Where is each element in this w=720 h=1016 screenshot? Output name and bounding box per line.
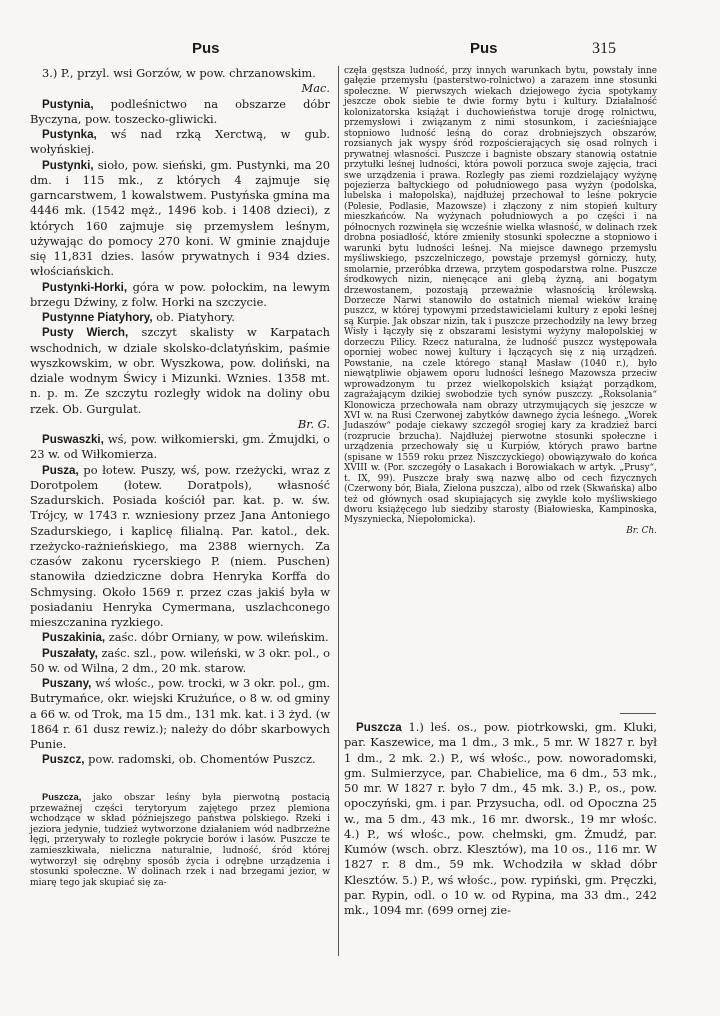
dictionary-entry: [30, 646, 330, 677]
dictionary-entry: [30, 310, 330, 325]
entry-headword: Puszakinia,: [42, 631, 106, 645]
entry-headword: Pustynki-Horki,: [42, 280, 128, 294]
dictionary-entry: [30, 280, 330, 311]
entry-headword: Pustynka,: [42, 128, 97, 141]
entry-author: Mac.: [301, 81, 330, 96]
dictionary-entry: [30, 752, 330, 767]
entry-text: pow. radomski, ob. Chomentów Puszcz.: [88, 752, 316, 767]
entry-headword: Puszcza: [356, 721, 402, 734]
right-column-small-text: [344, 66, 657, 536]
entry-text: wś nad rzką Xerctwą, w gub. wołyńskiej.: [30, 127, 330, 157]
dictionary-entry: [30, 66, 330, 97]
section-separator: [620, 713, 656, 714]
page-number: 315: [592, 40, 616, 57]
running-head-left: Pus: [192, 40, 220, 57]
entry-headword: Puszcza,: [42, 792, 82, 802]
entry-headword: Pusty Wierch,: [42, 326, 129, 340]
entry-text: szczyt skalisty w Karpatach wschodnich, w dziale skolsko-dclatyńskim, paśmie wyszkowskim, w obr. Wyszkowa, pow. doliński, na dziale wodnym Świcy i Mizunki. Wznies. 1358 mt. n. p. m. Ze szczytu rozległy widok na doliny obu rzek. Ob. Gurgulat.: [30, 325, 330, 416]
column-divider: [338, 66, 339, 956]
entry-text: jako obszar leśny była pierwotną postacią przeważnej części terytoryum zajętego przez plemiona wchodzące w skład późniejszego państwa polskiego. Rzeki i jeziora jedynie, tudzież wytworzone działaniem wód nadbrzeżne łęgi, przerywały to rozległe pokrycie borów i lasów. Puszcze te zamieszkiwała, nieliczna naturalnie, ludność, śród której wytworzył się odrębny sposób życia i odrębne urządzenia i stosunki społeczne. W dolinach rzek i nad brzegami jezior, w miarę tego jak skupiać się za-: [30, 793, 330, 888]
entry-text: ob. Piatyhory.: [156, 310, 235, 324]
dictionary-entry: [30, 97, 330, 128]
entry-headword: Pustynia,: [42, 97, 94, 111]
entry-text: częła gęstsza ludność, przy innych warunkach bytu, powstały inne gałęzie przemysłu (pasterstwo-rolnictwo) a zarazem inne stosunki społeczne. W pierwszych wiekach dziejowego życia spotykamy jeszcze obok siebie te dwie formy bytu i kultury. Działalność kolonizatorska książąt i duchowieństwa toruje drogę rolnictwu, przemysłowi i związanym z nimi stosunkom, i zacieśniające stopniowo ludność leśną do coraz drobniejszych obszarów, rozsianych jak wyspy śród rozpościerających się osad rolnych i prywatnej własności. Puszcze i bagniste obszary stanowią ostatnie przytułki leśnej ludności, która powoli porzuca swoje zajęcia, traci swe urządzenia i prawa. Rozległy pas ziemi rozdzielający wyżynę pojezierza bałtyckiego od południowego pasa wyżyn (podolska, lubelska i małopolska), najdłużej przechował to leśne pokrycie (Polesie, Podlasie, Mazowsze) i złączony z nim stopień kultury mieszkańców. Na wyżynach południowych a po części i na północnych rozwinęła się wcześnie wielka własność, w dolinach rzek drobna posiadłość, które zmieniły stosunki społeczne a stopniowo i warunki bytu ludności leśnej. Na miejsce dawnego przemysłu myśliwskiego, pszczelniczego, powstaje przemysł górniczy, huty, smolarnie, przeróbka drzewa, przytem gospodarstwa rolne. Puszcze środkowych nizin, nienęcące ani glebą żyzną, ani bogatym drzewostanem, pozostają przeważnie własnością królewską. Dorzecze Narwi stanowiło do ostatnich niemal wieków krainę puszcz, w której typowymi przedstawicielami kultury z epoki leśnej są Kurpie. Jak obszar nizin, tak i puszcze przechodziły na lewy brzeg Wisły i łączyły się z obszarami lesistymi wyżyny małopolskiej w dorzeczu Pilicy. Rzecz naturalna, że ludność puszcz występowała oporniej wobec nowej kultury i łączących się z nią urządzeń. Powstanie, na czele którego stanął Masław (1040 r.), było niewątpliwie objawem oporu ludności leśnego Mazowsza przeciw wprowadzonym tu przez wielkopolskich książąt porządkom, zagrażającym dzikiej swobodzie tych synów puszczy. „Roksolania“ Klonowicza przechowała nam obrazy utrzymujących się jeszcze w XVI w. na Rusi Czerwonej zabytków dawnego życia leśnego. „Worek Judaszów“ podaje ciekawy szczegół srogiej kary za kradzież barci (rozprucie brzucha). Najdłużej pierwotne stosunki społeczne i urządzenia przechowały się u Kurpiów, których prawo bartne (spisane w 1559 roku przez Niszczyckiego) obowiązywało do końca XVIII w. (Por. szczegóły o Lasakach i Borowiakach w artyk. „Prusy“, t. IX, 99). Puszcze brały swą nazwę albo od cech fizycznych (Czerwony bór, Biała, Zielona puszcza), albo od rzek (Skwańska) albo też od głównych osad skupiających się zwykle koło myśliwskiego dworu książęcego lub siedziby starosty (Białowieska, Kampinoska, Myszyniecka, Niepołomicka).: [344, 66, 657, 526]
entry-text: podleśnictwo na obszarze dóbr Byczyna, pow. toszecko-gliwicki.: [30, 96, 330, 126]
right-column-entry: [344, 720, 657, 950]
running-head-right: Pus: [470, 40, 498, 57]
entry-headword: Pustynne Piatyhory,: [42, 311, 153, 324]
entry-text: po łotew. Puszy, wś, pow. rzeżycki, wraz z Dorotpolem (łotew. Doratpols), własność Szadurskich. Posiada kościół par. kat. p. w. św. Trójcy, w 1743 r. wzniesiony przez Jana Antoniego Szadurskiego, i kaplicę filialną. Par. katol., dek. rzeżycko-rażnieńskiego, ma 2388 wiernych. Za czasów zakonu rycerskiego P. (niem. Puschen) stanowiła dziedziczne dobra Henryka Korffa do Schmysing. Około 1569 r. przez czas jakiś była w posiadaniu Henryka Cymermana, uszlachconego mieszczanina ryzkiego.: [30, 462, 331, 629]
entry-text: 3.) P., przyl. wsi Gorzów, w pow. chrzanowskim.: [42, 66, 316, 80]
dictionary-entry: [30, 630, 330, 645]
entry-text: wś włośc., pow. trocki, w 3 okr. pol., gm. Butrymańce, okr. wiejski Krużuńce, o 8 w. od gminy a 66 w. od Trok, ma 15 dm., 131 mk. kat. i 3 żyd. (w 1864 r. 61 dusz rewiz.); należy do dóbr skarbowych Punie.: [30, 676, 330, 751]
entry-author: Br. G.: [297, 416, 330, 431]
dictionary-entry: [30, 325, 330, 432]
entry-headword: Puszałaty,: [42, 646, 98, 660]
entry-headword: Pustynki,: [42, 158, 94, 172]
dictionary-entry: [30, 432, 330, 463]
entry-text: zaśc. szl., pow. wileński, w 3 okr. pol., o 50 w. od Wilna, 2 dm., 20 mk. starow.: [30, 645, 330, 675]
left-column-small-entry: [30, 792, 330, 958]
entry-text: góra w pow. połockim, na lewym brzegu Dźwiny, z folw. Horki na szczycie.: [30, 279, 331, 309]
entry-text: 1.) leś. os., pow. piotrkowski, gm. Kluki, par. Kaszewice, ma 1 dm., 3 mk., 5 mr. W 1827 r. był 1 dm., 2 mk. 2.) P., wś włośc., pow. noworadomski, gm. Sulmierzyce, par. Chabielice, ma 6 dm., 53 mk., 50 mr. W 1827 r. było 7 dm., 45 mk. 3.) P., os., pow. opoczyński, gm. i par. Przysucha, odl. od Opoczna 25 w., ma 5 dm., 43 mk., 16 mr. dworsk., 19 mr włośc. 4.) P., wś włośc., pow. chełmski, gm. Żmudź, par. Kumów (wsch. obrz. Klesztów), ma 10 os., 116 mr. W 1827 r. 8 dm., 59 mk. Wchodziła w skład dóbr Klesztów. 5.) P., wś włośc., pow. rypiński, gm. Pręczki, par. Rypin, odl. o 10 w. od Rypina, ma 33 dm., 242 mk., 1094 mr. (699 ornej zie-: [344, 720, 658, 917]
dictionary-entry: [30, 463, 330, 631]
entry-headword: Pusza,: [42, 463, 79, 477]
entry-headword: Puszany,: [42, 677, 92, 690]
dictionary-entry: [30, 676, 330, 752]
entry-text: wś, pow. wiłkomierski, gm. Żmujdki, o 23 w. od Wiłkomierza.: [30, 432, 331, 462]
entry-author: Br. Ch.: [626, 525, 657, 536]
entry-text: zaśc. dóbr Orniany, w pow. wileńskim.: [108, 630, 329, 645]
dictionary-entry: [30, 158, 330, 280]
entry-text: sioło, pow. sieński, gm. Pustynki, ma 20 dm. i 115 mk., z których 4 zajmuje się garncarstwem, 1 kowalstwem. Pustyńska gmina ma 4446 mk. (1542 męż., 1496 kob. i 1408 dzieci), z których 160 zajmuje się przemysłem leśnym, używając do pomocy 270 koni. W gminie znajduje się 11,831 dzies. lasów prywatnych i 934 dzies. włościańskich.: [30, 157, 330, 279]
dictionary-entry: [30, 127, 330, 158]
entry-headword: Puswaszki,: [42, 433, 104, 446]
entry-headword: Puszcz,: [42, 753, 85, 767]
